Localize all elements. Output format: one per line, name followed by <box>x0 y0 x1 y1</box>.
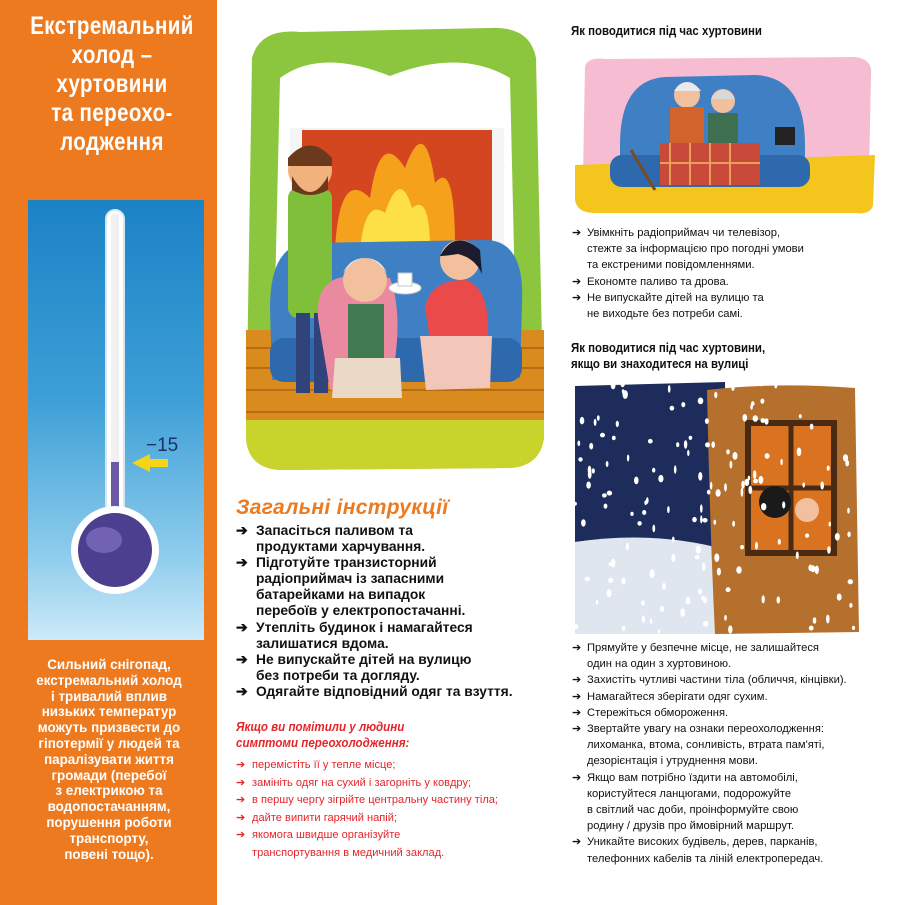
item-text: Прямуйте у безпечне місце, не залишайтеся один на один з хуртовиною. <box>587 642 819 671</box>
snowflake <box>726 449 730 454</box>
snowflake <box>815 566 819 575</box>
snowflake <box>753 415 758 422</box>
snowflake <box>684 440 687 449</box>
list-item <box>236 775 498 793</box>
intro-line: водопостачанням, <box>47 799 171 815</box>
snowflake <box>700 515 702 523</box>
item-text: Намагайтеся зберігати одяг сухим. <box>587 690 768 703</box>
intro-text <box>6 657 212 862</box>
snowflake <box>753 479 758 483</box>
snowflake <box>780 459 782 465</box>
snowflake <box>809 626 814 631</box>
snowflake <box>581 519 586 526</box>
item-text: Уникайте високих будівель, дерев, парканів, телефонних кабелів та ліній електропередач. <box>587 836 824 865</box>
snowflake <box>762 595 765 603</box>
arrow-icon: ➔ <box>236 811 246 824</box>
snowflake <box>741 481 744 489</box>
list-item <box>236 827 498 862</box>
snowflake <box>726 587 731 592</box>
intro-line: Сильний снігопад, <box>47 657 171 672</box>
snowflake <box>674 465 677 474</box>
arrow-icon: ➔ <box>236 683 248 699</box>
snowflake <box>714 392 717 398</box>
snowflake <box>676 442 679 447</box>
snowflake <box>730 461 733 469</box>
item-text: Увімкніть радіоприймач чи телевізор, стежте за інформацією про погодні умови та екстреними повідомленнями. <box>587 227 804 272</box>
intro-line: і тривалий вплив <box>51 688 167 704</box>
item-text: Підготуйте транзисторний радіоприймач із запасними батарейками на випадок перебоїв у електропостачанні. <box>256 555 466 619</box>
list-item <box>572 640 847 672</box>
item-text: Економте паливо та дрова. <box>587 275 729 288</box>
snowflake <box>648 439 653 444</box>
snowflake <box>588 466 592 475</box>
snowflake <box>796 552 799 560</box>
snowflake <box>797 448 802 457</box>
thermometer-label: −15 <box>146 435 179 456</box>
intro-line: повені тощо). <box>64 846 154 862</box>
item-text: Не випускайте дітей на вулицю без потреби та догляду. <box>256 651 472 683</box>
snowflake <box>753 470 756 479</box>
outside-list <box>572 640 847 867</box>
snowflake <box>714 553 719 562</box>
snowflake <box>698 472 702 481</box>
snowflake <box>728 625 732 633</box>
snowflake <box>820 482 824 490</box>
outside-title: Як поводитися під час хуртовини, якщо ви знаходитеся на вулиці <box>571 340 766 371</box>
snowflake <box>630 512 633 516</box>
snowflake <box>596 600 599 604</box>
snowflake <box>600 433 605 438</box>
list-item <box>572 705 847 721</box>
snowflake <box>696 545 701 553</box>
snowflake <box>711 441 715 448</box>
item-text: Захистіть чутливі частини тіла (обличчя, кінцівки). <box>587 674 847 687</box>
item-text: Не випускайте дітей на вулицю та не виходьте без потреби самі. <box>587 291 764 321</box>
arrow-icon: ➔ <box>572 642 582 654</box>
couple-tv-illustration <box>575 55 875 215</box>
snowflake <box>660 606 664 612</box>
snowflake <box>652 468 655 473</box>
snowflake <box>732 521 735 527</box>
snowflake <box>637 521 641 526</box>
snowflake <box>644 500 647 505</box>
snowflake <box>748 486 752 494</box>
snowflake <box>611 559 615 568</box>
snowflake <box>700 504 703 512</box>
snowflake <box>642 615 645 623</box>
snowflake <box>626 543 629 551</box>
snowflake <box>813 617 817 624</box>
list-item <box>236 757 498 775</box>
snowflake <box>702 518 707 523</box>
arrow-icon: ➔ <box>236 651 248 667</box>
snowflake <box>589 443 593 450</box>
snowflake <box>602 493 607 497</box>
snowflake <box>692 517 697 522</box>
snowflake <box>847 508 850 514</box>
arrow-icon: ➔ <box>236 829 246 842</box>
list-item <box>572 689 847 705</box>
snowflake <box>761 418 766 423</box>
snowflake <box>703 621 708 627</box>
list-item <box>572 834 847 866</box>
snowflake <box>782 501 785 508</box>
snowflake <box>681 402 685 407</box>
intro-line: громади (перебої <box>51 767 167 783</box>
snowflake <box>843 454 848 461</box>
snowflake <box>641 600 645 605</box>
snowflake <box>580 417 585 424</box>
snowflake <box>852 626 855 630</box>
snowflake <box>616 421 619 427</box>
list-item <box>236 810 498 828</box>
snowflake <box>713 520 716 525</box>
general-instructions-list <box>236 523 513 700</box>
intro-line: порушення роботи <box>46 814 172 830</box>
item-text: замініть одяг на сухий і загорніть у ковдру; <box>252 776 472 789</box>
snowflake <box>668 385 671 393</box>
thermometer-icon <box>28 200 204 640</box>
list-item <box>572 290 804 322</box>
snowflake <box>759 476 764 484</box>
arrow-icon: ➔ <box>572 275 582 288</box>
snowflake <box>805 534 809 538</box>
arrow-icon: ➔ <box>572 674 582 687</box>
snowflake <box>687 450 689 456</box>
snowflake <box>586 482 591 489</box>
snowflake <box>695 555 700 559</box>
snowflake <box>799 414 802 418</box>
snowflake <box>710 482 712 490</box>
snowflake <box>716 489 721 497</box>
snowflake <box>594 419 597 426</box>
list-item <box>236 652 513 684</box>
snowflake <box>760 399 764 404</box>
snowflake <box>764 418 768 424</box>
snowflake <box>607 589 612 597</box>
snowflake <box>622 389 625 393</box>
snowflake <box>826 615 830 624</box>
item-text: Запасіться паливом та продуктами харчування. <box>256 523 426 555</box>
fireplace-illustration <box>240 18 550 473</box>
snowflake <box>765 453 770 459</box>
snowstorm-illustration <box>575 382 860 634</box>
sidebar <box>0 0 217 905</box>
symptoms-title: Якщо ви помітили у людини симптоми переохолодження: <box>236 720 410 750</box>
arrow-icon: ➔ <box>236 555 248 571</box>
snowflake <box>827 466 830 471</box>
snowflake <box>597 415 600 421</box>
snowflake <box>717 568 721 576</box>
arrow-icon: ➔ <box>236 794 246 807</box>
snowflake <box>849 603 852 608</box>
snowflake <box>604 504 608 509</box>
intro-line: екстремальний холод <box>36 672 182 688</box>
during-storm-title: Як поводитися під час хуртовини <box>571 23 762 38</box>
during-storm-list <box>572 225 804 322</box>
snowflake <box>662 583 666 590</box>
snowflake <box>658 475 663 482</box>
intro-line: гіпотермії у людей та <box>38 735 180 751</box>
arrow-icon: ➔ <box>572 836 582 849</box>
snowflake <box>612 436 616 440</box>
snowflake <box>774 383 777 389</box>
item-text: Одягайте відповідний одяг та взуття. <box>256 683 513 699</box>
snowflake <box>835 533 840 541</box>
item-text: дайте випити гарячий напій; <box>252 811 398 824</box>
arrow-icon: ➔ <box>236 776 246 789</box>
list-item <box>572 672 847 688</box>
item-text: Стережіться обмороження. <box>587 706 729 719</box>
snowflake <box>724 615 727 621</box>
arrow-icon: ➔ <box>236 523 248 538</box>
snowflake <box>811 565 816 572</box>
item-text: в першу чергу зігрійте центральну частину тіла; <box>252 794 499 807</box>
snowflake <box>585 577 591 582</box>
snowflake <box>652 525 655 533</box>
page-title: Екстремальний холод – хуртовини та переохо- лодження <box>30 12 194 156</box>
arrow-icon: ➔ <box>572 723 582 736</box>
list-item <box>572 225 804 274</box>
item-text: якомога швидше організуйте транспортування в медичний заклад. <box>252 829 445 859</box>
snowflake <box>608 578 613 583</box>
arrow-icon: ➔ <box>572 291 582 304</box>
list-item <box>236 523 513 555</box>
snowflake <box>592 468 595 473</box>
snowflake <box>755 542 758 550</box>
list-item <box>236 555 513 619</box>
snowflake <box>672 537 675 543</box>
snowflake <box>707 490 711 495</box>
snowflake <box>736 566 741 574</box>
snowflake <box>733 452 738 460</box>
snowflake <box>731 385 734 391</box>
snowflake <box>848 579 853 584</box>
list-item <box>572 770 847 835</box>
snowflake <box>698 398 704 405</box>
snowflake <box>658 630 660 634</box>
list-item <box>236 684 513 700</box>
snowflake <box>578 457 582 461</box>
snowflake <box>671 554 675 562</box>
snowflake <box>686 597 691 605</box>
general-instructions-title: Загальні інструкції <box>236 496 449 519</box>
snowflake <box>701 596 705 600</box>
snowflake <box>622 626 626 631</box>
snowflake <box>705 442 710 447</box>
snowflake <box>837 594 842 601</box>
snowflake <box>810 424 814 430</box>
snowflake <box>698 589 702 595</box>
intro-line: низьких температур <box>41 704 177 720</box>
item-text: Утепліть будинок і намагайтеся залишатися вдома. <box>256 619 473 651</box>
intro-line: транспорту, <box>69 830 149 846</box>
arrow-icon: ➔ <box>572 690 582 703</box>
intro-line: можуть призвести до <box>37 720 181 736</box>
snowflake <box>680 608 685 617</box>
list-item <box>236 620 513 652</box>
snowflake <box>705 418 709 424</box>
arrow-icon: ➔ <box>236 759 246 771</box>
list-item <box>572 274 804 290</box>
snowflake <box>827 546 831 554</box>
snowflake <box>741 488 744 497</box>
item-text: перемістіть її у тепле місце; <box>252 759 396 771</box>
arrow-icon: ➔ <box>572 771 582 784</box>
snowflake <box>634 477 639 485</box>
snowflake <box>778 539 781 545</box>
snowflake <box>750 404 753 410</box>
arrow-icon: ➔ <box>236 619 248 635</box>
list-item <box>572 721 847 770</box>
intro-line: з електрикою та <box>55 783 163 799</box>
snowflake <box>702 562 705 571</box>
snowflake <box>761 503 766 510</box>
snowflake <box>670 406 675 411</box>
snowflake <box>627 455 629 462</box>
arrow-icon: ➔ <box>572 227 582 239</box>
snowflake <box>748 476 751 481</box>
snowflake <box>577 441 580 447</box>
arrow-icon: ➔ <box>572 706 582 719</box>
snowflake <box>650 618 652 624</box>
item-text: Якщо вам потрібно їздити на автомобілі, користуйтеся ланцюгами, подорожуйте в світлий час доби, проінформуйте свою родину / друзів про ймовірний маршрут. <box>587 771 799 833</box>
snowflake <box>689 436 693 440</box>
intro-line: паралізувати життя <box>44 751 174 767</box>
snowflake <box>724 483 727 491</box>
snowflake <box>667 506 670 513</box>
snowflake <box>847 532 850 538</box>
snowflake <box>802 483 805 488</box>
item-text: Звертайте увагу на ознаки переохолодження: лихоманка, втома, сонливість, втрата пам'яті, дезорієнтація і утруднення мови. <box>587 723 825 768</box>
snowflake <box>650 569 655 578</box>
snowflake <box>743 414 748 422</box>
thermometer-panel <box>28 200 204 640</box>
snowflake <box>777 596 781 603</box>
snowflake <box>642 510 646 515</box>
symptoms-list <box>236 757 498 863</box>
snowflake <box>606 461 609 467</box>
snowflake <box>621 578 625 585</box>
snowflake <box>607 491 612 496</box>
snowflake <box>829 522 832 527</box>
list-item <box>236 792 498 810</box>
snowflake <box>740 545 744 549</box>
